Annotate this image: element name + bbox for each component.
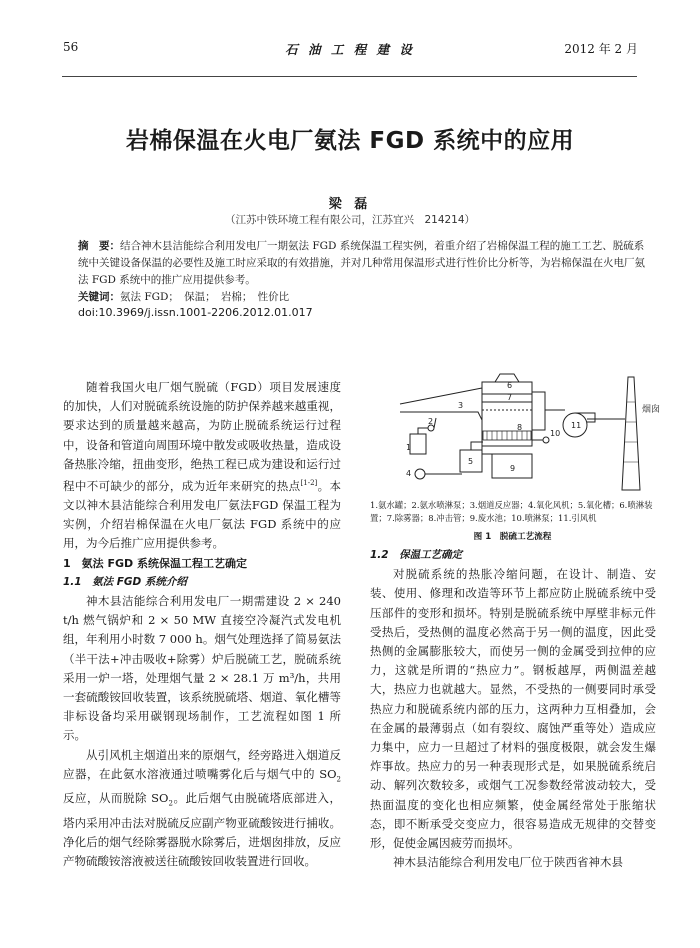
process-text-a: 从引风机主烟道出来的原烟气，经旁路进入烟道反应器，在此氨水溶液通过喷嘴雾化后与烟气中的 SO (63, 747, 341, 781)
label-8: 8 (517, 423, 523, 432)
chimney (622, 377, 640, 490)
author: 梁 磊 (328, 197, 372, 212)
abstract-label: 摘 要： (78, 240, 120, 252)
keywords (78, 289, 648, 304)
issue-date: 2012 年 2 月 (564, 42, 638, 56)
label-10: 10 (550, 429, 561, 438)
left-column (63, 378, 341, 872)
process-flow-diagram (370, 372, 660, 497)
process-text-b: 反应，从而脱除 SO (63, 791, 169, 806)
abstract-text: 结合神木县洁能综合利用发电厂一期氨法 FGD 系统保温工程实例，着重介绍了岩棉保温工程的施工工艺、脱硫系统中关键设备保温的必要性及施工时应采取的有效措施，并对几种常用保温形式进行性价比分析等，为岩棉保温在火电厂氨法 FGD 系统中的推广应用提供参考。 (78, 240, 645, 286)
label-4: 4 (406, 469, 412, 478)
doi[interactable]: doi:10.3969/j.issn.1001-2206.2012.01.017 (78, 306, 313, 319)
paragraph-process (63, 746, 341, 872)
oxidation-fan (415, 469, 425, 479)
intro-paragraph (63, 378, 341, 554)
label-9: 9 (510, 464, 516, 473)
section-1-heading: 1 氨法 FGD 系统保温工程工艺确定 (63, 556, 247, 570)
journal-name: 石 油 工 程 建 设 (285, 42, 415, 57)
affiliation: （江苏中铁环境工程有限公司，江苏宜兴 214214） (224, 214, 476, 226)
citation-ref[interactable]: [1-2] (300, 479, 318, 488)
paragraph-thermal-stress: 对脱硫系统的热胀冷缩问题，在设计、制造、安装、使用、修理和改造等环节上都应防止脱硫系统中受压部件的变形和损坏。特别是脱硫系统中厚壁非标元件受热后，受热侧的温度必然高于另一侧的温度，因此受热侧的金属膨胀较大，而使另一侧的金属受到拉伸的应力，这就是所谓的“热应力”。钢板越厚，两侧温差越大，热应力也就越大。显然，不受热的一侧要同时承受热应力和脱硫系统内部的压力，这两种力互相叠加，会在金属的最薄弱点（如有裂纹、腐蚀严重等处）造成应力集中，应力一旦超过了材料的强度极限，就会发生爆炸事故。热应力的另一种表现形式是，如果脱硫系统启动、解列次数较多，或烟气工况参数经常波动较大，受热面温度的变化也相应频繁，使金属经常处于胀缩状态，即不断承受交变应力，很容易造成无规律的交替变形，促使金属因疲劳而损坏。 (370, 567, 656, 851)
so2-subscript: 2 (168, 799, 173, 808)
right-column (370, 546, 656, 872)
label-5: 5 (468, 457, 474, 466)
paragraph-system-intro: 神木县洁能综合利用发电厂一期需建设 2 × 240 t/h 燃气锅炉和 2 × 50 MW 直接空冷凝汽式发电机组，年利用小时数 7 000 h。烟气处理选择了简易氨法（半干法+冲击吸收+除雾）炉后脱硫工艺，脱硫系统采用一炉一塔，处理烟气量 2 × 28.1 万 m³/h，共用一套硫酸铵回收装置，该系统脱硫塔、烟道、氧化槽等非标设备均采用碳钢现场制作，工艺流程如图 1 所示。 (63, 594, 341, 743)
process-text-c: 。此后烟气由脱硫塔底部进入，塔内采用冲击法对脱硫反应副产物亚硫酸铵进行捕收。净化后的烟气经除雾器脱水除雾后，进烟囱排放，反应产物硫酸铵溶液被送往硫酸铵回收装置进行回收。 (63, 791, 341, 869)
label-3: 3 (458, 401, 464, 410)
label-7: 7 (507, 393, 513, 402)
label-2: 2 (428, 417, 434, 426)
section-1-2-heading: 1.2 保温工艺确定 (370, 549, 463, 561)
paper-title: 岩棉保温在火电厂氨法 FGD 系统中的应用 (125, 128, 575, 154)
intro-text-b: 。本文以神木县洁能综合利用发电厂氨法FGD 保温工程为实例，介绍岩棉保温在火电厂氨法 FGD 系统中的应用，为今后推广应用提供参考。 (63, 478, 342, 551)
figure-caption: 1.氨水罐；2.氨水喷淋泵；3.烟道反应器；4.氧化风机；5.氧化槽；6.喷淋装置；7.除雾器；8.冲击管；9.废水池；10.喷淋泵；11.引风机 (370, 500, 653, 523)
so2-subscript: 2 (336, 775, 341, 784)
header-rule (62, 76, 637, 77)
page-number: 56 (63, 40, 79, 54)
section-1-1-heading: 1.1 氨法 FGD 系统介绍 (63, 575, 187, 588)
keywords-text: 氨法 FGD； 保温； 岩棉； 性价比 (120, 291, 290, 303)
intro-text-a: 随着我国火电厂烟气脱硫（FGD）项目发展速度的加快，人们对脱硫系统设施的防护保养越来越重视，要求达到的质量越来越高，为防止脱硫系统运行过程中，设备和管道向周围环境中散发或吸收热量，造成设备热胀冷缩，扭曲变形，绝热工程已成为建设和运行过程中不可缺少的部分，成为近年来研究的热点 (63, 380, 341, 493)
label-11: 11 (571, 421, 582, 430)
label-1: 1 (406, 443, 412, 452)
chimney-label: 烟囱 (642, 405, 660, 415)
ammonia-tank (410, 434, 426, 454)
figure-title: 图 1 脱硫工艺流程 (473, 532, 552, 542)
keywords-label: 关键词： (78, 291, 120, 303)
recirculation-pump (543, 437, 549, 443)
label-6: 6 (507, 381, 513, 390)
abstract (78, 238, 648, 289)
paragraph-site-location: 神木县洁能综合利用发电厂位于陕西省神木县 (393, 855, 623, 870)
